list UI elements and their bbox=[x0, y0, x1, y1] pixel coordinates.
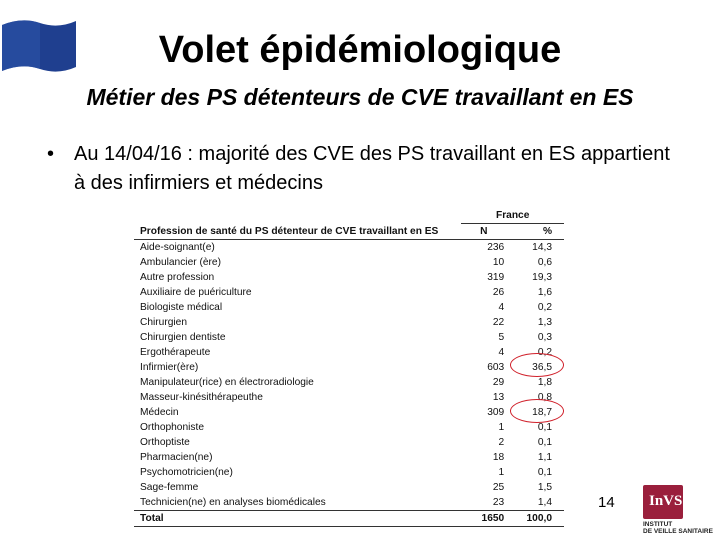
total-n: 1650 bbox=[461, 511, 508, 527]
row-n: 4 bbox=[498, 347, 505, 358]
row-n: 4 bbox=[498, 302, 505, 313]
row-label: Sage-femme bbox=[140, 482, 199, 493]
row-n: 1 bbox=[498, 422, 505, 433]
row-label: Autre profession bbox=[140, 272, 215, 283]
row-label: Biologiste médical bbox=[140, 302, 223, 313]
row-pct: 0,6 bbox=[537, 257, 552, 268]
table-row bbox=[134, 270, 564, 285]
row-pct: 36,5 bbox=[532, 362, 552, 373]
page-number: 14 bbox=[598, 494, 615, 511]
row-pct: 0,3 bbox=[537, 332, 552, 343]
row-label: Chirurgien dentiste bbox=[140, 332, 226, 343]
total-pct: 100,0 bbox=[508, 511, 564, 527]
table-row bbox=[134, 360, 564, 375]
row-label: Psychomotricien(ne) bbox=[140, 467, 233, 478]
row-n: 23 bbox=[492, 497, 505, 508]
row-n: 26 bbox=[492, 287, 505, 298]
row-pct: 1,5 bbox=[537, 482, 552, 493]
row-pct: 0,2 bbox=[537, 302, 552, 313]
row-pct: 1,6 bbox=[537, 287, 552, 298]
logo-box bbox=[643, 485, 683, 519]
bullet-text: Au 14/04/16 : majorité des CVE des PS travaillant en ES appartient à des infirmiers et médecins bbox=[74, 143, 670, 194]
logo-line1: INSTITUT bbox=[643, 521, 673, 528]
table-row bbox=[134, 315, 564, 330]
highlight-circle-infirmier bbox=[510, 353, 564, 377]
highlight-circle-medecin bbox=[510, 399, 564, 423]
row-label: Masseur-kinésithérapeuthe bbox=[140, 392, 263, 403]
row-n: 5 bbox=[498, 332, 505, 343]
total-label: Total bbox=[134, 511, 461, 527]
row-n: 22 bbox=[492, 317, 505, 328]
table-row bbox=[134, 240, 564, 256]
table-row bbox=[134, 435, 564, 450]
row-n: 10 bbox=[492, 257, 505, 268]
row-pct: 1,8 bbox=[537, 377, 552, 388]
row-label: Orthoptiste bbox=[140, 437, 190, 448]
row-n: 603 bbox=[487, 362, 505, 373]
table-row bbox=[134, 375, 564, 390]
row-n: 25 bbox=[492, 482, 505, 493]
row-pct: 18,7 bbox=[532, 407, 552, 418]
table-header-row bbox=[134, 224, 564, 240]
row-n: 309 bbox=[487, 407, 505, 418]
row-n: 236 bbox=[487, 242, 505, 253]
row-pct: 1,1 bbox=[537, 452, 552, 463]
table-row bbox=[134, 255, 564, 270]
column-header-pct: % bbox=[508, 224, 564, 240]
table-row bbox=[134, 390, 564, 405]
profession-table bbox=[134, 208, 564, 524]
row-pct: 0,1 bbox=[537, 437, 552, 448]
table-row bbox=[134, 330, 564, 345]
table-group-header-row bbox=[134, 208, 564, 224]
row-pct: 0,8 bbox=[537, 392, 552, 403]
row-pct: 1,4 bbox=[537, 497, 552, 508]
row-label: Pharmacien(ne) bbox=[140, 452, 213, 463]
row-n: 29 bbox=[492, 377, 505, 388]
row-label: Manipulateur(rice) en électroradiologie bbox=[140, 377, 314, 388]
table-row bbox=[134, 480, 564, 495]
row-pct: 1,3 bbox=[537, 317, 552, 328]
row-label: Aide-soignant(e) bbox=[140, 242, 215, 253]
page-title: Volet épidémiologique bbox=[158, 29, 562, 71]
row-n: 1 bbox=[498, 467, 505, 478]
row-label: Chirurgien bbox=[140, 317, 187, 328]
bullet-symbol: • bbox=[47, 143, 55, 165]
table-group-header: France bbox=[461, 208, 564, 224]
row-n: 319 bbox=[487, 272, 505, 283]
table-row bbox=[134, 450, 564, 465]
table-row bbox=[134, 285, 564, 300]
logo-line2: DE VEILLE SANITAIRE bbox=[643, 528, 713, 535]
table-row bbox=[134, 405, 564, 420]
row-pct: 14,3 bbox=[532, 242, 552, 253]
row-pct: 0,1 bbox=[537, 467, 552, 478]
row-label: Orthophoniste bbox=[140, 422, 204, 433]
row-n: 13 bbox=[492, 392, 505, 403]
table-row bbox=[134, 420, 564, 435]
table-group-spacer bbox=[134, 208, 461, 224]
row-label: Technicien(ne) en analyses biomédicales bbox=[140, 497, 326, 508]
row-n: 2 bbox=[498, 437, 505, 448]
column-header-profession: Profession de santé du PS détenteur de CVE travaillant en ES bbox=[134, 224, 461, 240]
row-pct: 0,2 bbox=[537, 347, 552, 358]
row-label: Auxiliaire de puériculture bbox=[140, 287, 252, 298]
row-label: Ambulancier (ère) bbox=[140, 257, 221, 268]
row-label: Ergothérapeute bbox=[140, 347, 211, 358]
row-pct: 0,1 bbox=[537, 422, 552, 433]
page-subtitle: Métier des PS détenteurs de CVE travaillant en ES bbox=[86, 84, 634, 110]
table-row bbox=[134, 345, 564, 360]
table-row bbox=[134, 465, 564, 480]
table-row bbox=[134, 495, 564, 511]
row-label: Infirmier(ère) bbox=[140, 362, 199, 373]
row-label: Médecin bbox=[140, 407, 179, 418]
row-pct: 19,3 bbox=[532, 272, 552, 283]
logo-mark: InVS bbox=[649, 493, 683, 509]
table-row bbox=[134, 300, 564, 315]
table-total-row bbox=[134, 511, 564, 527]
invs-logo bbox=[640, 485, 720, 540]
column-header-n: N bbox=[461, 224, 508, 240]
row-n: 18 bbox=[492, 452, 505, 463]
